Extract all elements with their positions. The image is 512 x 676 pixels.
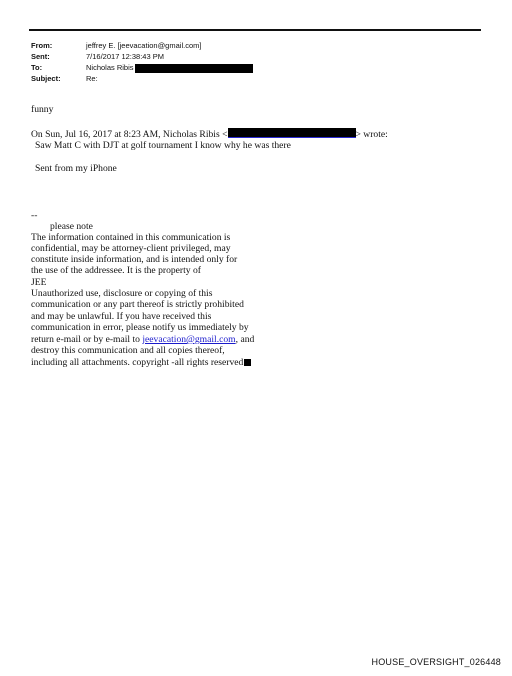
bates-number: HOUSE_OVERSIGHT_026448 — [371, 657, 501, 667]
disclaimer-line — [31, 357, 251, 369]
signature-dashes: -- — [31, 210, 38, 221]
quoted-message: Saw Matt C with DJT at golf tournament I know why he was there — [35, 140, 291, 151]
quote-intro — [31, 128, 388, 141]
return-line-after: , and — [235, 334, 255, 345]
disclaimer-line: JEE — [31, 277, 47, 288]
disclaimer-line: Unauthorized use, disclosure or copying of this — [31, 288, 213, 299]
disclaimer-line: communication in error, please notify us immediately by — [31, 322, 249, 333]
subject-label: Subject: — [31, 74, 61, 83]
please-note: please note — [50, 221, 93, 232]
to-value-wrap — [86, 62, 253, 73]
disclaimer-line — [31, 334, 254, 346]
disclaimer-line: and may be unlawful. If you have received this — [31, 311, 212, 322]
redaction-bar — [244, 359, 251, 366]
to-value: Nicholas Ribis — [86, 63, 134, 72]
reply-text: funny — [31, 104, 54, 115]
disclaimer-line: The information contained in this communication is — [31, 232, 231, 243]
to-label: To: — [31, 63, 43, 72]
disclaimer-line: constitute inside information, and is intended only for — [31, 254, 238, 265]
quote-intro-before: On Sun, Jul 16, 2017 at 8:23 AM, Nicholas Ribis < — [31, 129, 228, 140]
redaction-bar — [135, 64, 253, 73]
from-value: jeffrey E. [jeevacation@gmail.com] — [86, 41, 202, 50]
redaction-bar — [228, 128, 356, 138]
copyright-text: including all attachments. copyright -all rights reserved — [31, 357, 244, 368]
disclaimer-line: the use of the addressee. It is the property of — [31, 265, 201, 276]
disclaimer-line: confidential, may be attorney-client privileged, may — [31, 243, 231, 254]
quote-intro-after: > wrote: — [355, 129, 388, 140]
disclaimer-line: communication or any part thereof is strictly prohibited — [31, 299, 244, 310]
header-rule — [29, 29, 481, 31]
sent-value: 7/16/2017 12:38:43 PM — [86, 52, 164, 61]
sent-label: Sent: — [31, 52, 50, 61]
quoted-signature: Sent from my iPhone — [35, 163, 117, 174]
email-link[interactable]: jeevacation@gmail.com — [142, 334, 236, 345]
subject-value: Re: — [86, 74, 98, 83]
return-line-before: return e-mail or by e-mail to — [31, 334, 143, 345]
from-label: From: — [31, 41, 53, 50]
disclaimer-line: destroy this communication and all copies thereof, — [31, 345, 225, 356]
